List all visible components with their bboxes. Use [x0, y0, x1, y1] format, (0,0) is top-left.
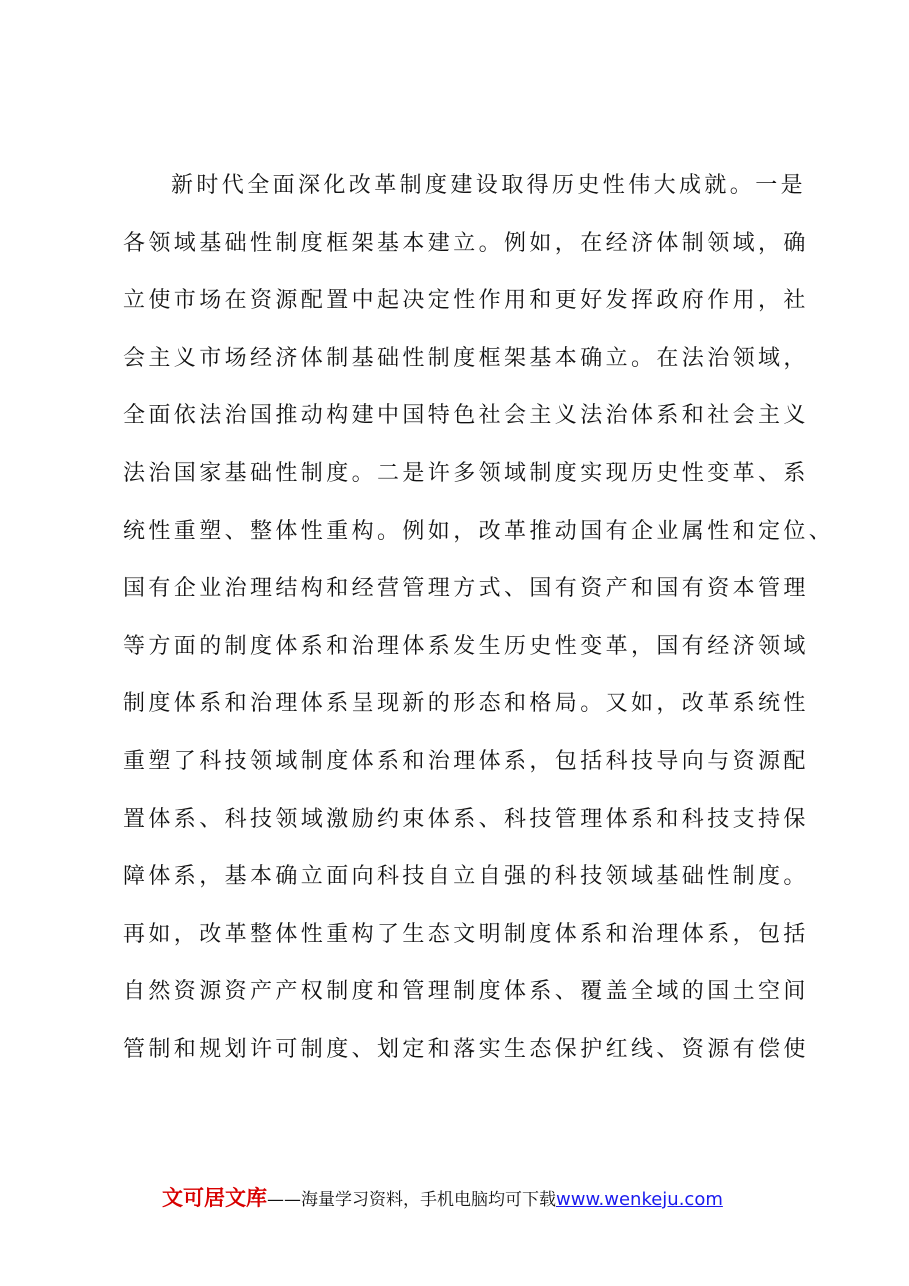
text-line: 制度体系和治理体系呈现新的形态和格局。又如，改革系统性	[123, 691, 809, 717]
footer-brand: 文可居文库	[162, 1186, 267, 1210]
text-line: 法治国家基础性制度。二是许多领域制度实现历史性变革、系	[123, 460, 809, 486]
text-line: 再如，改革整体性重构了生态文明制度体系和治理体系，包括	[123, 921, 809, 947]
text-line: 障体系，基本确立面向科技自立自强的科技领域基础性制度。	[123, 864, 809, 890]
text-line: 自然资源资产产权制度和管理制度体系、覆盖全域的国土空间	[123, 979, 809, 1005]
text-line: 管制和规划许可制度、划定和落实生态保护红线、资源有偿使	[123, 1036, 809, 1062]
text-line: 置体系、科技领域激励约束体系、科技管理体系和科技支持保	[123, 806, 809, 832]
body-paragraph	[123, 164, 835, 1086]
text-line: 全面依法治国推动构建中国特色社会主义法治体系和社会主义	[123, 403, 809, 429]
text-line: 会主义市场经济体制基础性制度框架基本确立。在法治领域，	[123, 345, 809, 371]
footer-banner	[162, 1183, 802, 1213]
text-line: 重塑了科技领域制度体系和治理体系，包括科技导向与资源配	[123, 748, 809, 774]
footer-website-link[interactable]: www.wenkeju.com	[556, 1189, 723, 1210]
text-line: 国有企业治理结构和经营管理方式、国有资产和国有资本管理	[123, 576, 809, 602]
text-line: 新时代全面深化改革制度建设取得历史性伟大成就。一是	[171, 173, 807, 198]
footer-tagline: ——海量学习资料，手机电脑均可下载	[267, 1190, 556, 1210]
text-line: 统性重塑、整体性重构。例如，改革推动国有企业属性和定位、	[123, 518, 835, 544]
text-line: 立使市场在资源配置中起决定性作用和更好发挥政府作用，社	[123, 288, 809, 314]
text-line: 各领域基础性制度框架基本建立。例如，在经济体制领域，确	[123, 230, 809, 256]
text-line: 等方面的制度体系和治理体系发生历史性变革，国有经济领域	[123, 633, 809, 659]
